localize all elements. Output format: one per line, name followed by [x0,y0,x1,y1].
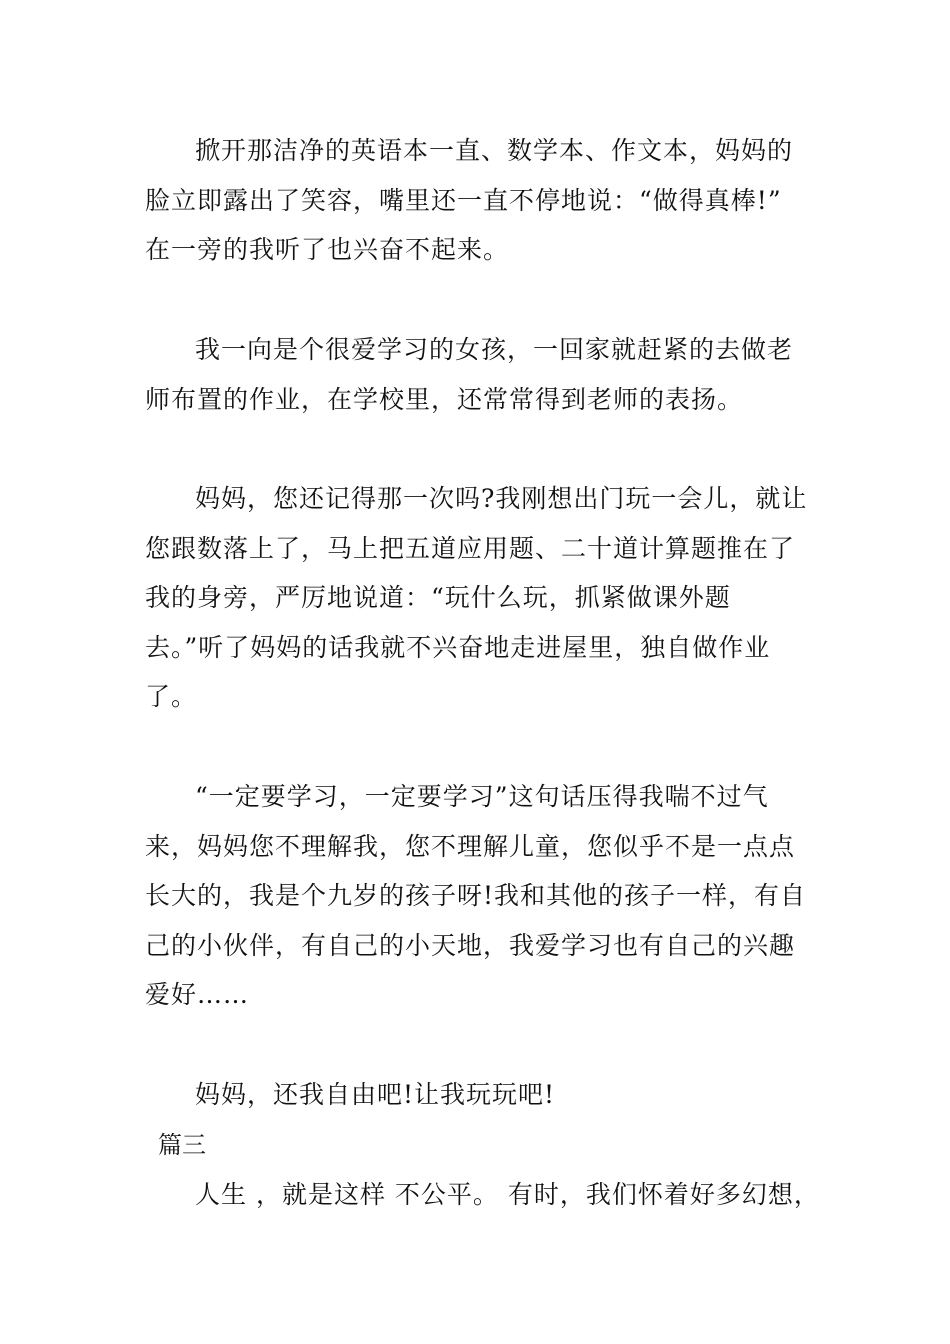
paragraph-3-line-5: 了。 [145,682,198,711]
paragraph-1-line-1: 掀开那洁净的英语本一直、数学本、作文本，妈妈的 [195,136,794,165]
paragraph-3-line-4: 去。”听了妈妈的话我就不兴奋地走进屋里，独自做作业 [145,633,771,662]
section-first-line: 人生 ，就是这样 不公平。 有时，我们怀着好多幻想， [195,1180,820,1209]
paragraph-3-line-1: 妈妈，您还记得那一次吗?我刚想出门玩一会儿，就让 [195,484,808,513]
paragraph-4-line-4: 己的小伙伴，有自己的小天地，我爱学习也有自己的兴趣 [145,931,796,960]
paragraph-3-line-2: 您跟数落上了，马上把五道应用题、二十道计算题推在了 [145,534,796,563]
paragraph-2-line-1: 我一向是个很爱学习的女孩，一回家就赶紧的去做老 [195,335,794,364]
paragraph-4-line-3: 长大的，我是个九岁的孩子呀!我和其他的孩子一样，有自 [145,881,807,910]
paragraph-3-line-3: 我的身旁，严厉地说道：“玩什么玩，抓紧做课外题 [145,583,731,612]
paragraph-4-line-1: “一定要学习，一定要学习”这句话压得我喘不过气 [195,782,769,811]
paragraph-4-line-5: 爱好…… [145,980,250,1009]
paragraph-2-line-2: 师布置的作业，在学校里，还常常得到老师的表扬。 [145,385,744,414]
paragraph-5-line-1: 妈妈，还我自由吧!让我玩玩吧! [195,1080,556,1109]
section-heading: 篇三 [158,1131,206,1159]
paragraph-4-line-2: 来，妈妈您不理解我，您不理解儿童，您似乎不是一点点 [145,832,796,861]
paragraph-1-line-2: 脸立即露出了笑容，嘴里还一直不停地说：“做得真棒!” [145,186,782,215]
paragraph-1-line-3: 在一旁的我听了也兴奋不起来。 [145,235,510,264]
